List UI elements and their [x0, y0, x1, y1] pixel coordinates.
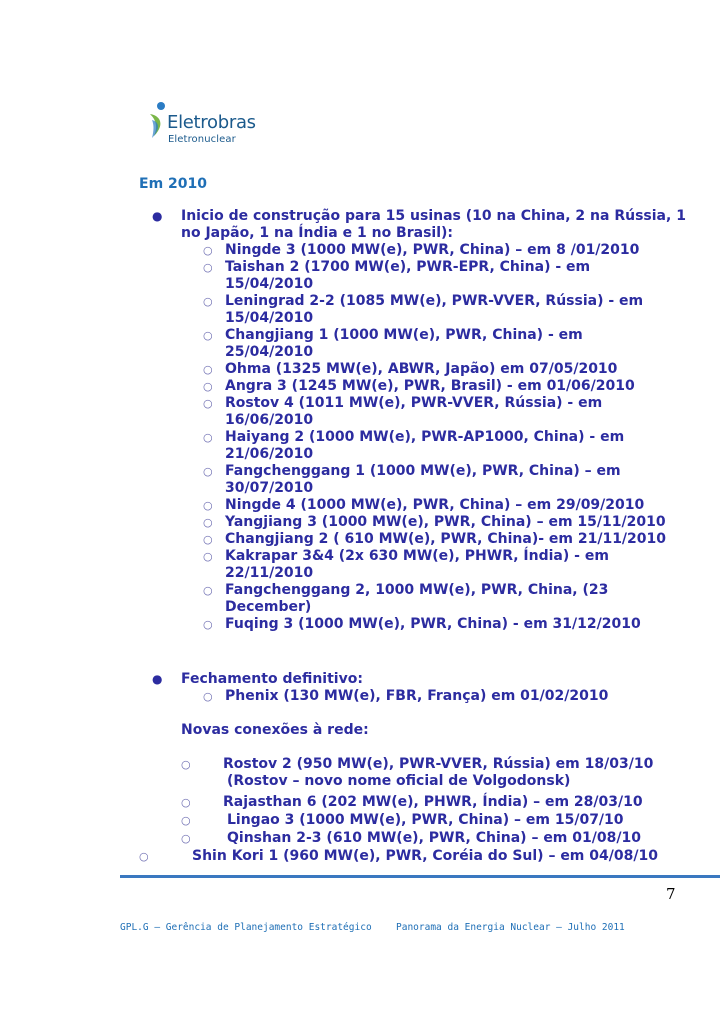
- circle-bullet-icon: ○: [139, 850, 149, 863]
- construction-item-continuation: December): [225, 599, 312, 615]
- construction-item: Changjiang 1 (1000 MW(e), PWR, China) - em: [225, 327, 583, 343]
- construction-item: Ningde 3 (1000 MW(e), PWR, China) – em 8 /01/2010: [225, 242, 640, 258]
- footer-document-title: Panorama da Energia Nuclear – Julho 2011: [396, 922, 625, 933]
- connection-item-note: (Rostov – novo nome oficial de Volgodonsk): [227, 773, 571, 789]
- bullet-icon: ●: [152, 209, 163, 223]
- construction-header-line-2: no Japão, 1 na Índia e 1 no Brasil):: [181, 225, 454, 241]
- construction-header-line-1: Inicio de construção para 15 usinas (10 na China, 2 na Rússia, 1: [181, 208, 686, 224]
- construction-item: Ningde 4 (1000 MW(e), PWR, China) – em 29/09/2010: [225, 497, 645, 513]
- circle-bullet-icon: ○: [203, 261, 213, 274]
- construction-item: Rostov 4 (1011 MW(e), PWR-VVER, Rússia) - em: [225, 395, 603, 411]
- closure-header: Fechamento definitivo:: [181, 671, 363, 687]
- circle-bullet-icon: ○: [203, 363, 213, 376]
- connection-item: Qinshan 2-3 (610 MW(e), PWR, China) – em 01/08/10: [227, 830, 641, 846]
- construction-item: Fuqing 3 (1000 MW(e), PWR, China) - em 31/12/2010: [225, 616, 641, 632]
- circle-bullet-icon: ○: [181, 832, 191, 845]
- connection-item: Lingao 3 (1000 MW(e), PWR, China) – em 15/07/10: [227, 812, 624, 828]
- circle-bullet-icon: ○: [203, 618, 213, 631]
- construction-item: Changjiang 2 ( 610 MW(e), PWR, China)- em 21/11/2010: [225, 531, 667, 547]
- circle-bullet-icon: ○: [203, 329, 213, 342]
- construction-item: Fangchenggang 1 (1000 MW(e), PWR, China) – em: [225, 463, 621, 479]
- construction-item-continuation: 30/07/2010: [225, 480, 314, 496]
- circle-bullet-icon: ○: [203, 295, 213, 308]
- construction-item: Kakrapar 3&4 (2x 630 MW(e), PHWR, Índia) - em: [225, 548, 609, 564]
- circle-bullet-icon: ○: [181, 814, 191, 827]
- circle-bullet-icon: ○: [203, 397, 213, 410]
- eletrobras-logo: [148, 100, 258, 150]
- logo-subtitle: Eletronuclear: [168, 134, 236, 145]
- circle-bullet-icon: ○: [203, 516, 213, 529]
- circle-bullet-icon: ○: [203, 431, 213, 444]
- construction-item: Taishan 2 (1700 MW(e), PWR-EPR, China) - em: [225, 259, 591, 275]
- circle-bullet-icon: ○: [203, 533, 213, 546]
- footer-rule: [120, 875, 720, 878]
- closure-item: Phenix (130 MW(e), FBR, França) em 01/02/2010: [225, 688, 609, 704]
- construction-item-continuation: 22/11/2010: [225, 565, 314, 581]
- construction-item: Ohma (1325 MW(e), ABWR, Japão) em 07/05/2010: [225, 361, 618, 377]
- circle-bullet-icon: ○: [203, 550, 213, 563]
- construction-item-continuation: 15/04/2010: [225, 276, 314, 292]
- construction-item: Yangjiang 3 (1000 MW(e), PWR, China) – em 15/11/2010: [225, 514, 666, 530]
- circle-bullet-icon: ○: [203, 584, 213, 597]
- connection-item: Rajasthan 6 (202 MW(e), PHWR, Índia) – em 28/03/10: [223, 794, 643, 810]
- construction-item-continuation: 21/06/2010: [225, 446, 314, 462]
- construction-item-continuation: 16/06/2010: [225, 412, 314, 428]
- footer-department: GPL.G – Gerência de Planejamento Estratégico: [120, 922, 372, 933]
- page-number: 7: [666, 885, 676, 903]
- circle-bullet-icon: ○: [203, 380, 213, 393]
- section-title: Em 2010: [139, 176, 207, 192]
- connections-header: Novas conexões à rede:: [181, 722, 369, 738]
- logo-name: Eletrobras: [167, 112, 256, 133]
- circle-bullet-icon: ○: [181, 796, 191, 809]
- construction-item-continuation: 15/04/2010: [225, 310, 314, 326]
- construction-item: Leningrad 2-2 (1085 MW(e), PWR-VVER, Rússia) - em: [225, 293, 644, 309]
- construction-item: Haiyang 2 (1000 MW(e), PWR-AP1000, China) - em: [225, 429, 625, 445]
- circle-bullet-icon: ○: [181, 758, 191, 771]
- bullet-icon: ●: [152, 672, 163, 686]
- connection-item: Shin Kori 1 (960 MW(e), PWR, Coréia do Sul) – em 04/08/10: [192, 848, 658, 864]
- construction-item: Angra 3 (1245 MW(e), PWR, Brasil) - em 01/06/2010: [225, 378, 635, 394]
- circle-bullet-icon: ○: [203, 465, 213, 478]
- circle-bullet-icon: ○: [203, 690, 213, 703]
- construction-item-continuation: 25/04/2010: [225, 344, 314, 360]
- circle-bullet-icon: ○: [203, 499, 213, 512]
- construction-item: Fangchenggang 2, 1000 MW(e), PWR, China, (23: [225, 582, 609, 598]
- circle-bullet-icon: ○: [203, 244, 213, 257]
- connection-item: Rostov 2 (950 MW(e), PWR-VVER, Rússia) em 18/03/10: [223, 756, 654, 772]
